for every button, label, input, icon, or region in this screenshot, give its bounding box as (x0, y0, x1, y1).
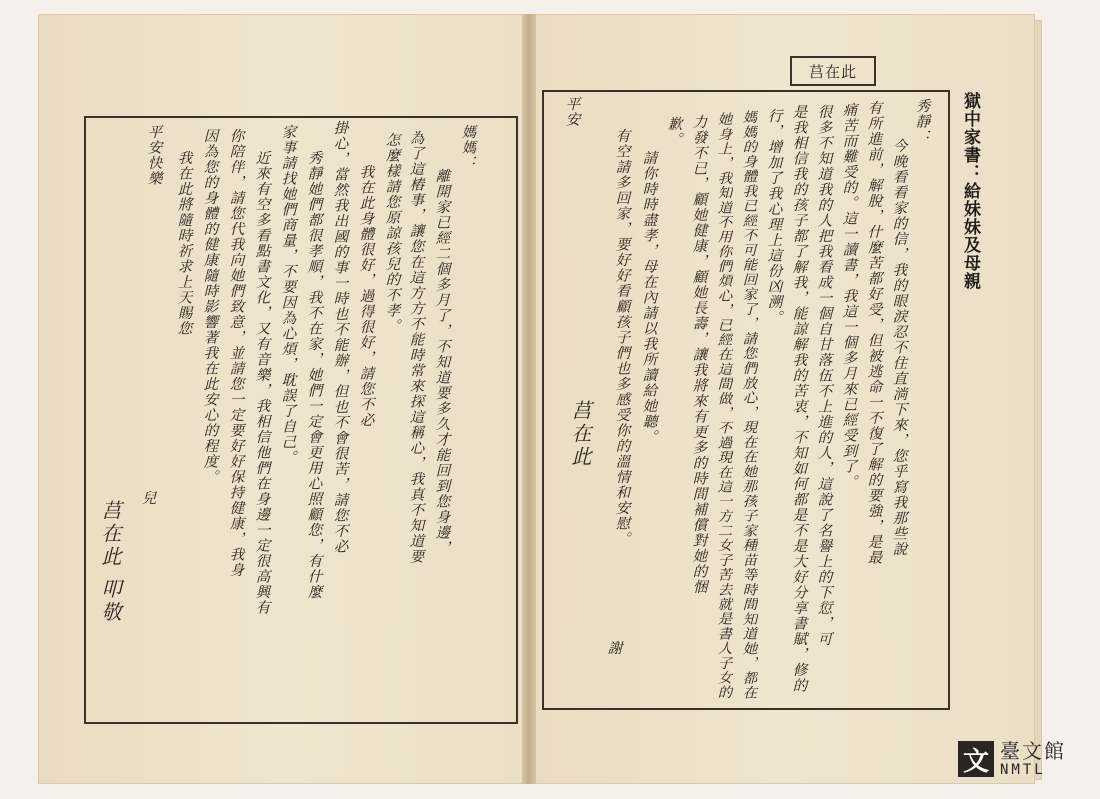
letter-column: 力發不已，顧她健康，顧她長壽，讓我將來有更多的時間補償對她的悃 (690, 114, 707, 595)
letter-column: 你陪伴，請您代我向她們致意，並請您一定要好好保持健康，我身 (227, 128, 244, 578)
letter-column: 請你時時盡孝，母在內請以我所讀給她聽。 (640, 150, 657, 445)
letter-column: 因為您的身體的健康隨時影響著我在此安心的程度。 (201, 128, 218, 485)
letter-column: 有空請多回家，要好好看顧孩子們也多感受你的溫情和安慰。 (613, 128, 630, 547)
signature-prefix: 兒 (139, 490, 156, 506)
letter-column: 平安 (563, 96, 580, 127)
letter-column: 掛心，當然我出國的事一時也不能辦，但也不會很苦，請您不必 (331, 120, 348, 554)
letter-column: 秀靜： (913, 98, 930, 145)
letter-column: 平安快樂 (145, 124, 162, 186)
author-stamp: 莒在此 (790, 56, 876, 86)
letter-column: 離開家已經二個多月了，不知道要多久才能回到您身邊， (433, 168, 450, 556)
letter-closing: 謝 (605, 640, 622, 656)
letter-column: 歉。 (665, 116, 682, 147)
letter-column: 她身上，我知道不用你們煩心，已經在這間做，不過現在這一方二女子苦去就是書人子女的 (715, 112, 732, 700)
page-heading: 獄中家書：給妹妹及母親 (960, 92, 980, 290)
letter-column: 今晚看看家的信，我的眼淚忍不住直淌下來，您乎寫我那些說 (890, 138, 907, 557)
letter-column: 是我相信我的孩子都了解我，能諒解我的苦衷，不知如何都是不是大好分享書賦，修的 (790, 104, 807, 693)
letter-column: 媽媽的身體我已經不可能回家了，請您們放心，現在在她那孩子家種苗等時間知道她，都在 (740, 110, 757, 701)
letter-column: 家事請找她們商量，不要因為心煩，耽誤了自己。 (279, 124, 296, 465)
letter-column: 痛苦而難受的。這一讀書，我這一個多月來已經受到了。 (840, 102, 857, 490)
logo-mark-icon: 文 (958, 741, 994, 777)
left-letter-border (84, 116, 518, 724)
logo-text (1000, 740, 1066, 778)
book-spine (522, 14, 536, 784)
letter-column: 媽媽： (459, 124, 476, 171)
letter-column: 近來有空多看點書文化，又有音樂，我相信他們在身邊一定很高興有 (253, 150, 270, 615)
letter-column: 怎麼樣請您原諒孩兒的不孝。 (383, 132, 400, 334)
letter-column: 我在此將隨時祈求上天賜您 (175, 150, 192, 336)
letter-column: 我在此身體很好，過得很好，請您不必 (357, 164, 374, 428)
nmtl-logo (958, 740, 1066, 778)
logo-english-name: NMTL (1000, 762, 1046, 778)
letter-column: 為了這樁事，讓您在這方方不能時常來探這稱心，我真不知道要 (407, 130, 424, 564)
right-signature: 莒在此 (568, 400, 592, 469)
letter-column: 有所進前，解脫，什麼苦都好受，但被逃命一不復了解的要強，是最 (865, 100, 882, 565)
letter-column: 行，增加了我心理上這份凶溯。 (765, 108, 782, 325)
letter-column: 秀靜她們都很孝順，我不在家，她們一定會更用心照顧您，有什麼 (305, 150, 322, 600)
letter-column: 很多不知道我的人把我看成一個自甘落伍不上進的人，這說了名譽上的下愆，可 (815, 104, 832, 647)
left-signature: 莒在此 叩敬 (98, 500, 122, 625)
logo-chinese-name: 臺文館 (1000, 739, 1066, 763)
